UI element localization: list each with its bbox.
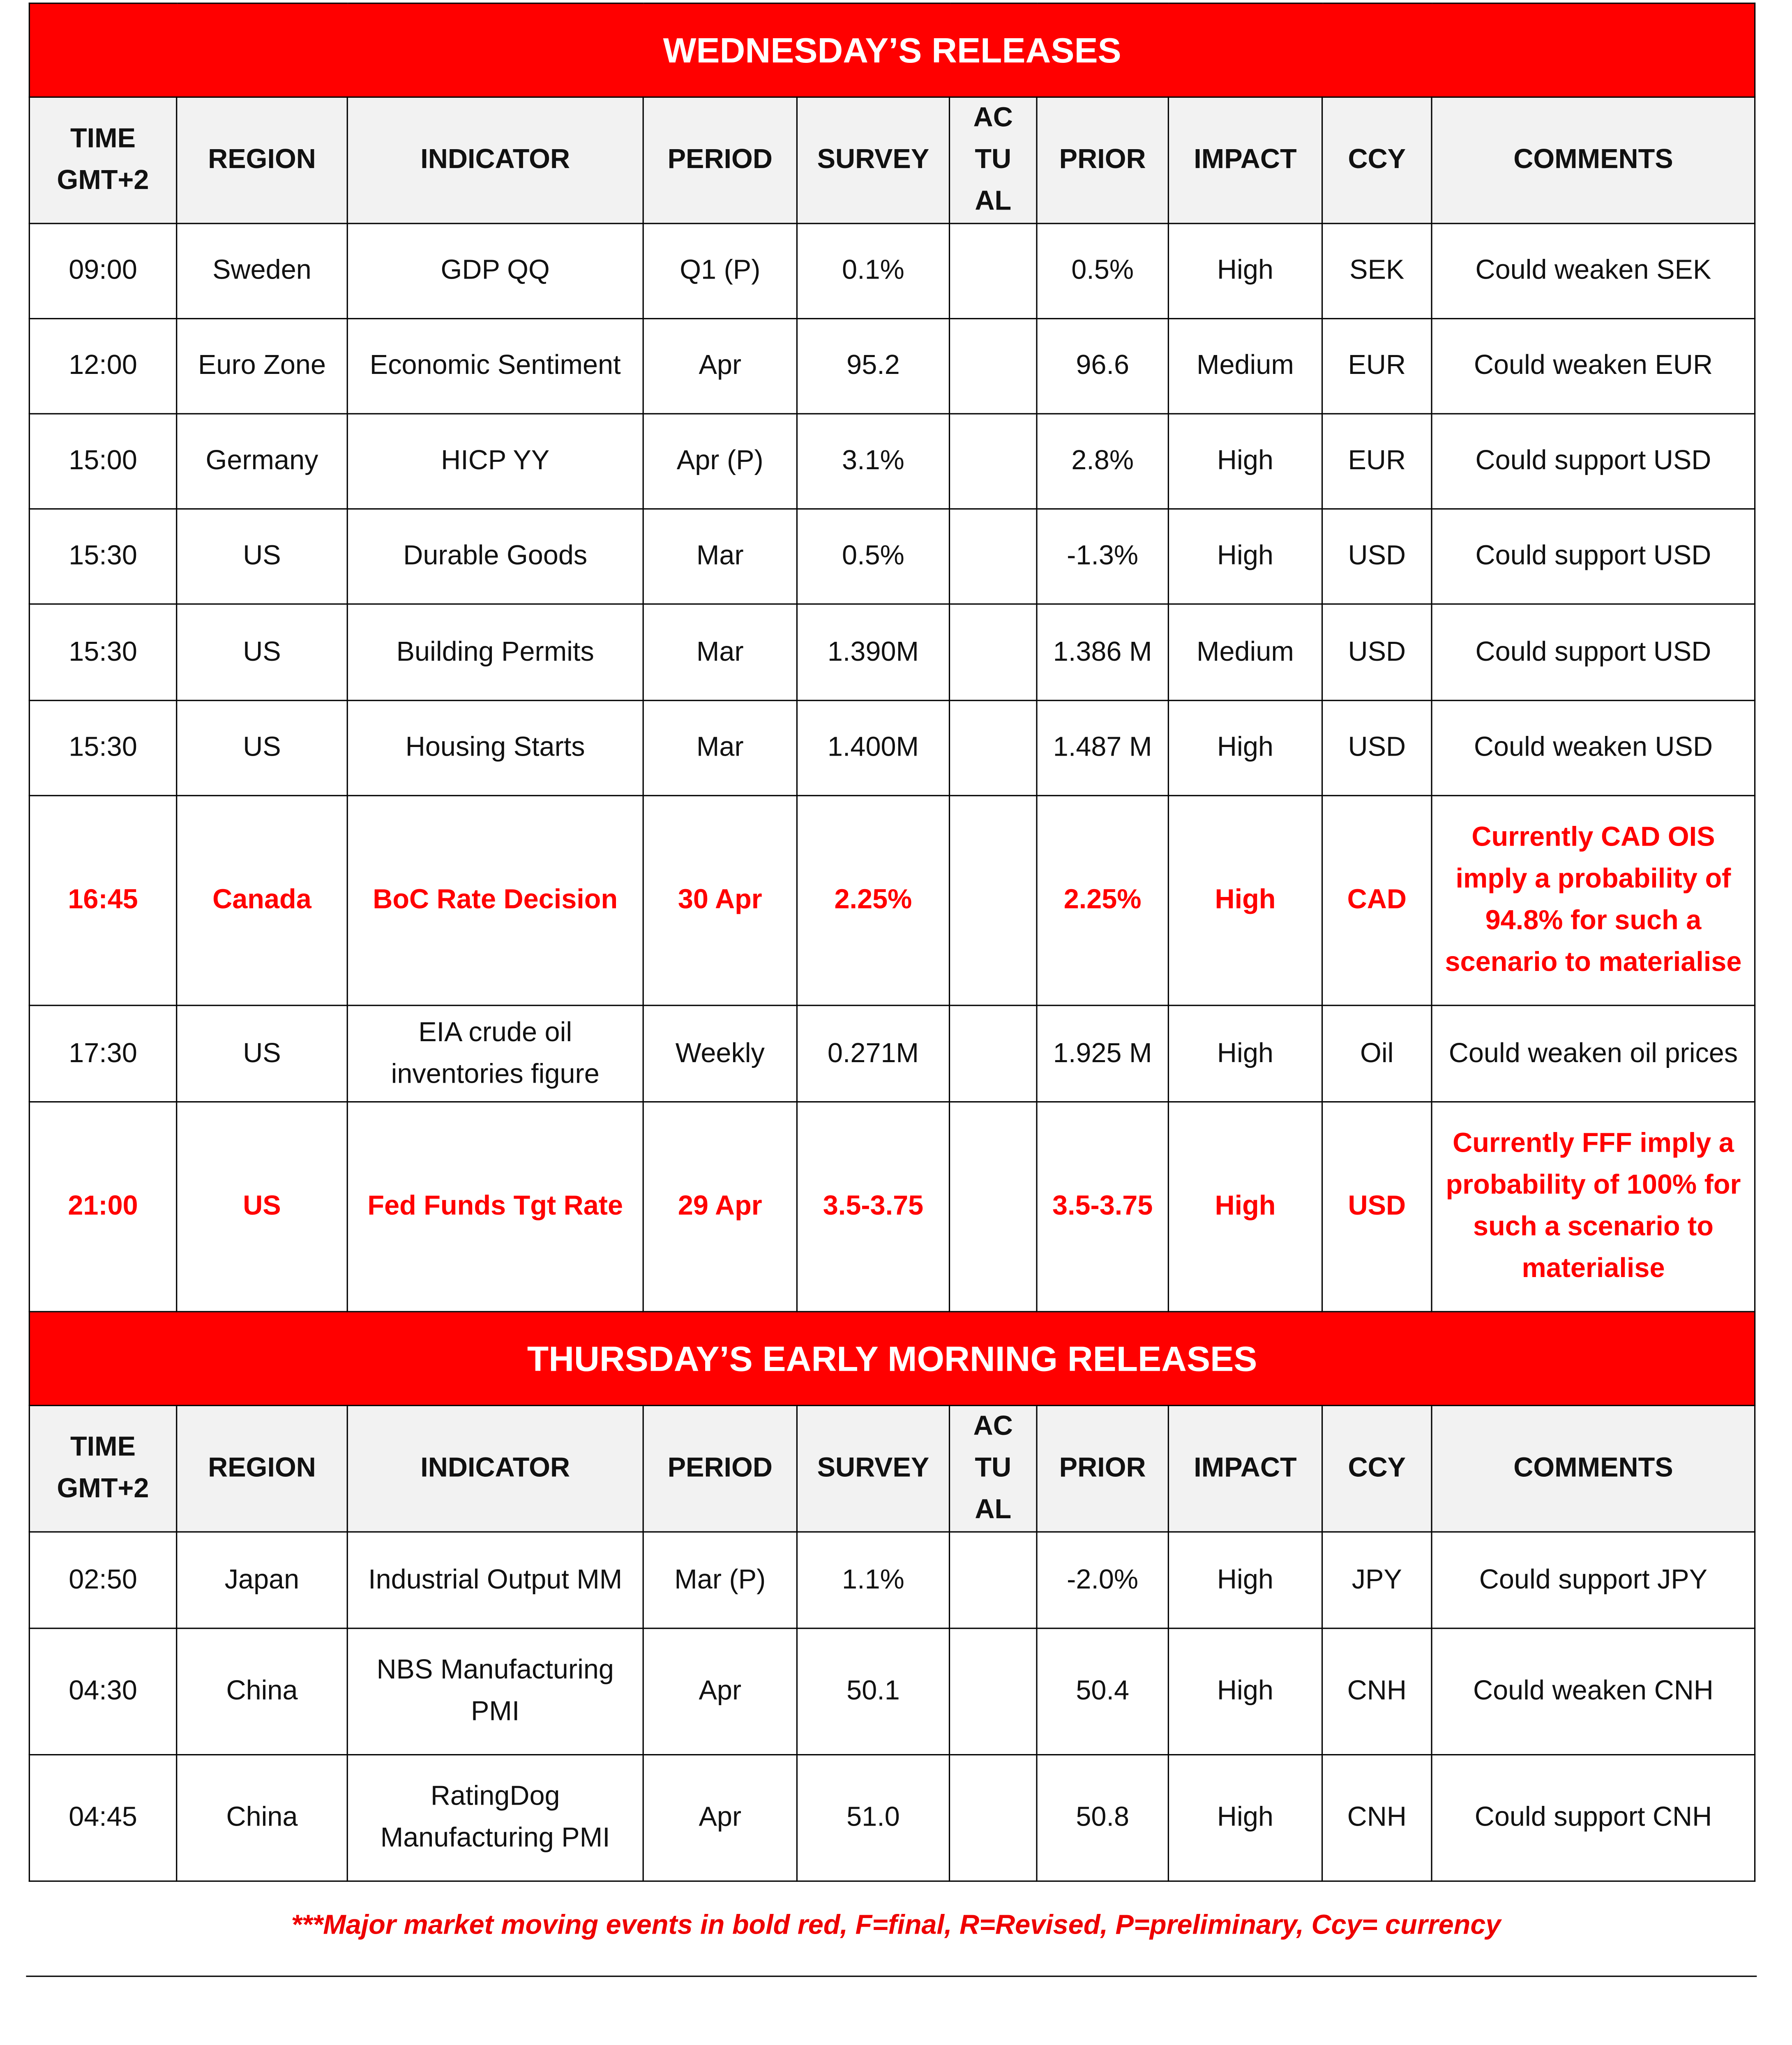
cell-impact: High [1168,795,1322,1005]
cell-survey: 3.1% [797,414,949,509]
cell-comments: Could support USD [1432,414,1755,509]
releases-table [29,2,1756,1881]
cell-ccy: CAD [1322,795,1432,1005]
table-row [29,1102,1755,1312]
cell-comments: Currently FFF imply a probability of 100% for such a scenario to materialise [1432,1102,1755,1312]
cell-prior: 2.25% [1037,795,1168,1005]
cell-comments: Currently CAD OIS imply a probability of 94.8% for such a scenario to materialise [1432,795,1755,1005]
cell-ccy: USD [1322,604,1432,701]
cell-prior: 1.386 M [1037,604,1168,701]
cell-impact: High [1168,1628,1322,1755]
header-row [29,1406,1755,1532]
cell-actual [950,1102,1037,1312]
cell-indicator: Building Permits [347,604,643,701]
cell-comments: Could support JPY [1432,1532,1755,1628]
cell-actual [950,1755,1037,1881]
table-row [29,509,1755,604]
cell-indicator: HICP YY [347,414,643,509]
cell-region: Japan [177,1532,347,1628]
cell-survey: 2.25% [797,795,949,1005]
cell-ccy: EUR [1322,414,1432,509]
cell-ccy: EUR [1322,318,1432,414]
cell-period: Apr [643,1628,797,1755]
wednesday-title: WEDNESDAY’S RELEASES [29,3,1755,97]
cell-survey: 1.390M [797,604,949,701]
cell-period: Weekly [643,1005,797,1102]
cell-comments: Could weaken SEK [1432,224,1755,319]
column-header-indicator: INDICATOR [347,97,643,224]
wednesday-title-row [29,3,1755,97]
cell-region: Canada [177,795,347,1005]
column-header-ccy: CCY [1322,1406,1432,1532]
table-row [29,795,1755,1005]
cell-survey: 3.5-3.75 [797,1102,949,1312]
cell-indicator: EIA crude oil inventories figure [347,1005,643,1102]
cell-impact: High [1168,1532,1322,1628]
column-header-actual: AC TU AL [950,97,1037,224]
cell-time: 15:30 [29,701,176,796]
column-header-impact: IMPACT [1168,97,1322,224]
cell-period: Apr [643,1755,797,1881]
cell-survey: 1.1% [797,1532,949,1628]
cell-prior: 0.5% [1037,224,1168,319]
cell-actual [950,414,1037,509]
cell-prior: 96.6 [1037,318,1168,414]
cell-actual [950,795,1037,1005]
cell-indicator: Durable Goods [347,509,643,604]
cell-region: US [177,1005,347,1102]
cell-prior: 2.8% [1037,414,1168,509]
cell-indicator: Housing Starts [347,701,643,796]
cell-comments: Could support USD [1432,604,1755,701]
cell-time: 12:00 [29,318,176,414]
cell-survey: 0.1% [797,224,949,319]
cell-time: 04:45 [29,1755,176,1881]
cell-region: Sweden [177,224,347,319]
cell-prior: -2.0% [1037,1532,1168,1628]
cell-actual [950,701,1037,796]
cell-impact: High [1168,1005,1322,1102]
cell-time: 04:30 [29,1628,176,1755]
table-row [29,701,1755,796]
cell-region: US [177,509,347,604]
column-header-time: TIME GMT+2 [29,97,176,224]
cell-comments: Could weaken oil prices [1432,1005,1755,1102]
cell-time: 17:30 [29,1005,176,1102]
cell-actual [950,1628,1037,1755]
cell-impact: High [1168,1755,1322,1881]
cell-time: 15:00 [29,414,176,509]
cell-region: China [177,1628,347,1755]
cell-time: 15:30 [29,604,176,701]
cell-region: China [177,1755,347,1881]
cell-survey: 50.1 [797,1628,949,1755]
cell-ccy: Oil [1322,1005,1432,1102]
cell-actual [950,224,1037,319]
cell-impact: Medium [1168,318,1322,414]
column-header-indicator: INDICATOR [347,1406,643,1532]
column-header-comments: COMMENTS [1432,97,1755,224]
table-row [29,1005,1755,1102]
cell-impact: High [1168,701,1322,796]
cell-indicator: NBS Manufacturing PMI [347,1628,643,1755]
header-row [29,97,1755,224]
cell-impact: High [1168,1102,1322,1312]
column-header-impact: IMPACT [1168,1406,1322,1532]
column-header-time: TIME GMT+2 [29,1406,176,1532]
cell-indicator: RatingDog Manufacturing PMI [347,1755,643,1881]
table-row [29,414,1755,509]
column-header-prior: PRIOR [1037,1406,1168,1532]
cell-region: US [177,701,347,796]
cell-ccy: USD [1322,1102,1432,1312]
table-row [29,318,1755,414]
cell-period: Apr (P) [643,414,797,509]
column-header-region: REGION [177,1406,347,1532]
column-header-period: PERIOD [643,1406,797,1532]
column-header-prior: PRIOR [1037,97,1168,224]
cell-region: Euro Zone [177,318,347,414]
column-header-comments: COMMENTS [1432,1406,1755,1532]
cell-impact: Medium [1168,604,1322,701]
cell-period: Q1 (P) [643,224,797,319]
thursday-title: THURSDAY’S EARLY MORNING RELEASES [29,1312,1755,1405]
cell-indicator: BoC Rate Decision [347,795,643,1005]
column-header-period: PERIOD [643,97,797,224]
cell-indicator: GDP QQ [347,224,643,319]
cell-ccy: CNH [1322,1755,1432,1881]
cell-impact: High [1168,509,1322,604]
cell-survey: 0.5% [797,509,949,604]
cell-region: US [177,604,347,701]
column-header-actual: AC TU AL [950,1406,1037,1532]
cell-ccy: SEK [1322,224,1432,319]
table-row [29,1532,1755,1628]
cell-ccy: USD [1322,509,1432,604]
column-header-survey: SURVEY [797,1406,949,1532]
cell-time: 21:00 [29,1102,176,1312]
cell-region: US [177,1102,347,1312]
cell-period: Mar (P) [643,1532,797,1628]
thursday-title-row [29,1312,1755,1405]
cell-time: 09:00 [29,224,176,319]
footnote: ***Major market moving events in bold red, F=final, R=Revised, P=preliminary, Ccy= currency [291,1910,1501,1941]
cell-indicator: Industrial Output MM [347,1532,643,1628]
cell-period: 30 Apr [643,795,797,1005]
cell-prior: -1.3% [1037,509,1168,604]
cell-prior: 3.5-3.75 [1037,1102,1168,1312]
cell-prior: 50.4 [1037,1628,1168,1755]
cell-region: Germany [177,414,347,509]
cell-survey: 1.400M [797,701,949,796]
table-row [29,604,1755,701]
cell-survey: 95.2 [797,318,949,414]
cell-ccy: JPY [1322,1532,1432,1628]
cell-ccy: CNH [1322,1628,1432,1755]
cell-period: Mar [643,701,797,796]
column-header-survey: SURVEY [797,97,949,224]
table-row [29,224,1755,319]
divider [26,1976,1757,1977]
cell-prior: 1.487 M [1037,701,1168,796]
cell-period: Mar [643,604,797,701]
cell-comments: Could support USD [1432,509,1755,604]
column-header-region: REGION [177,97,347,224]
cell-period: 29 Apr [643,1102,797,1312]
cell-actual [950,1005,1037,1102]
cell-comments: Could weaken USD [1432,701,1755,796]
cell-actual [950,604,1037,701]
table-row [29,1628,1755,1755]
cell-survey: 0.271M [797,1005,949,1102]
cell-prior: 1.925 M [1037,1005,1168,1102]
cell-indicator: Economic Sentiment [347,318,643,414]
cell-period: Apr [643,318,797,414]
cell-survey: 51.0 [797,1755,949,1881]
cell-comments: Could weaken CNH [1432,1628,1755,1755]
cell-actual [950,318,1037,414]
cell-comments: Could weaken EUR [1432,318,1755,414]
cell-time: 16:45 [29,795,176,1005]
cell-prior: 50.8 [1037,1755,1168,1881]
cell-time: 02:50 [29,1532,176,1628]
cell-ccy: USD [1322,701,1432,796]
cell-impact: High [1168,224,1322,319]
cell-actual [950,1532,1037,1628]
cell-time: 15:30 [29,509,176,604]
table-row [29,1755,1755,1881]
cell-impact: High [1168,414,1322,509]
cell-actual [950,509,1037,604]
cell-indicator: Fed Funds Tgt Rate [347,1102,643,1312]
cell-comments: Could support CNH [1432,1755,1755,1881]
column-header-ccy: CCY [1322,97,1432,224]
cell-period: Mar [643,509,797,604]
